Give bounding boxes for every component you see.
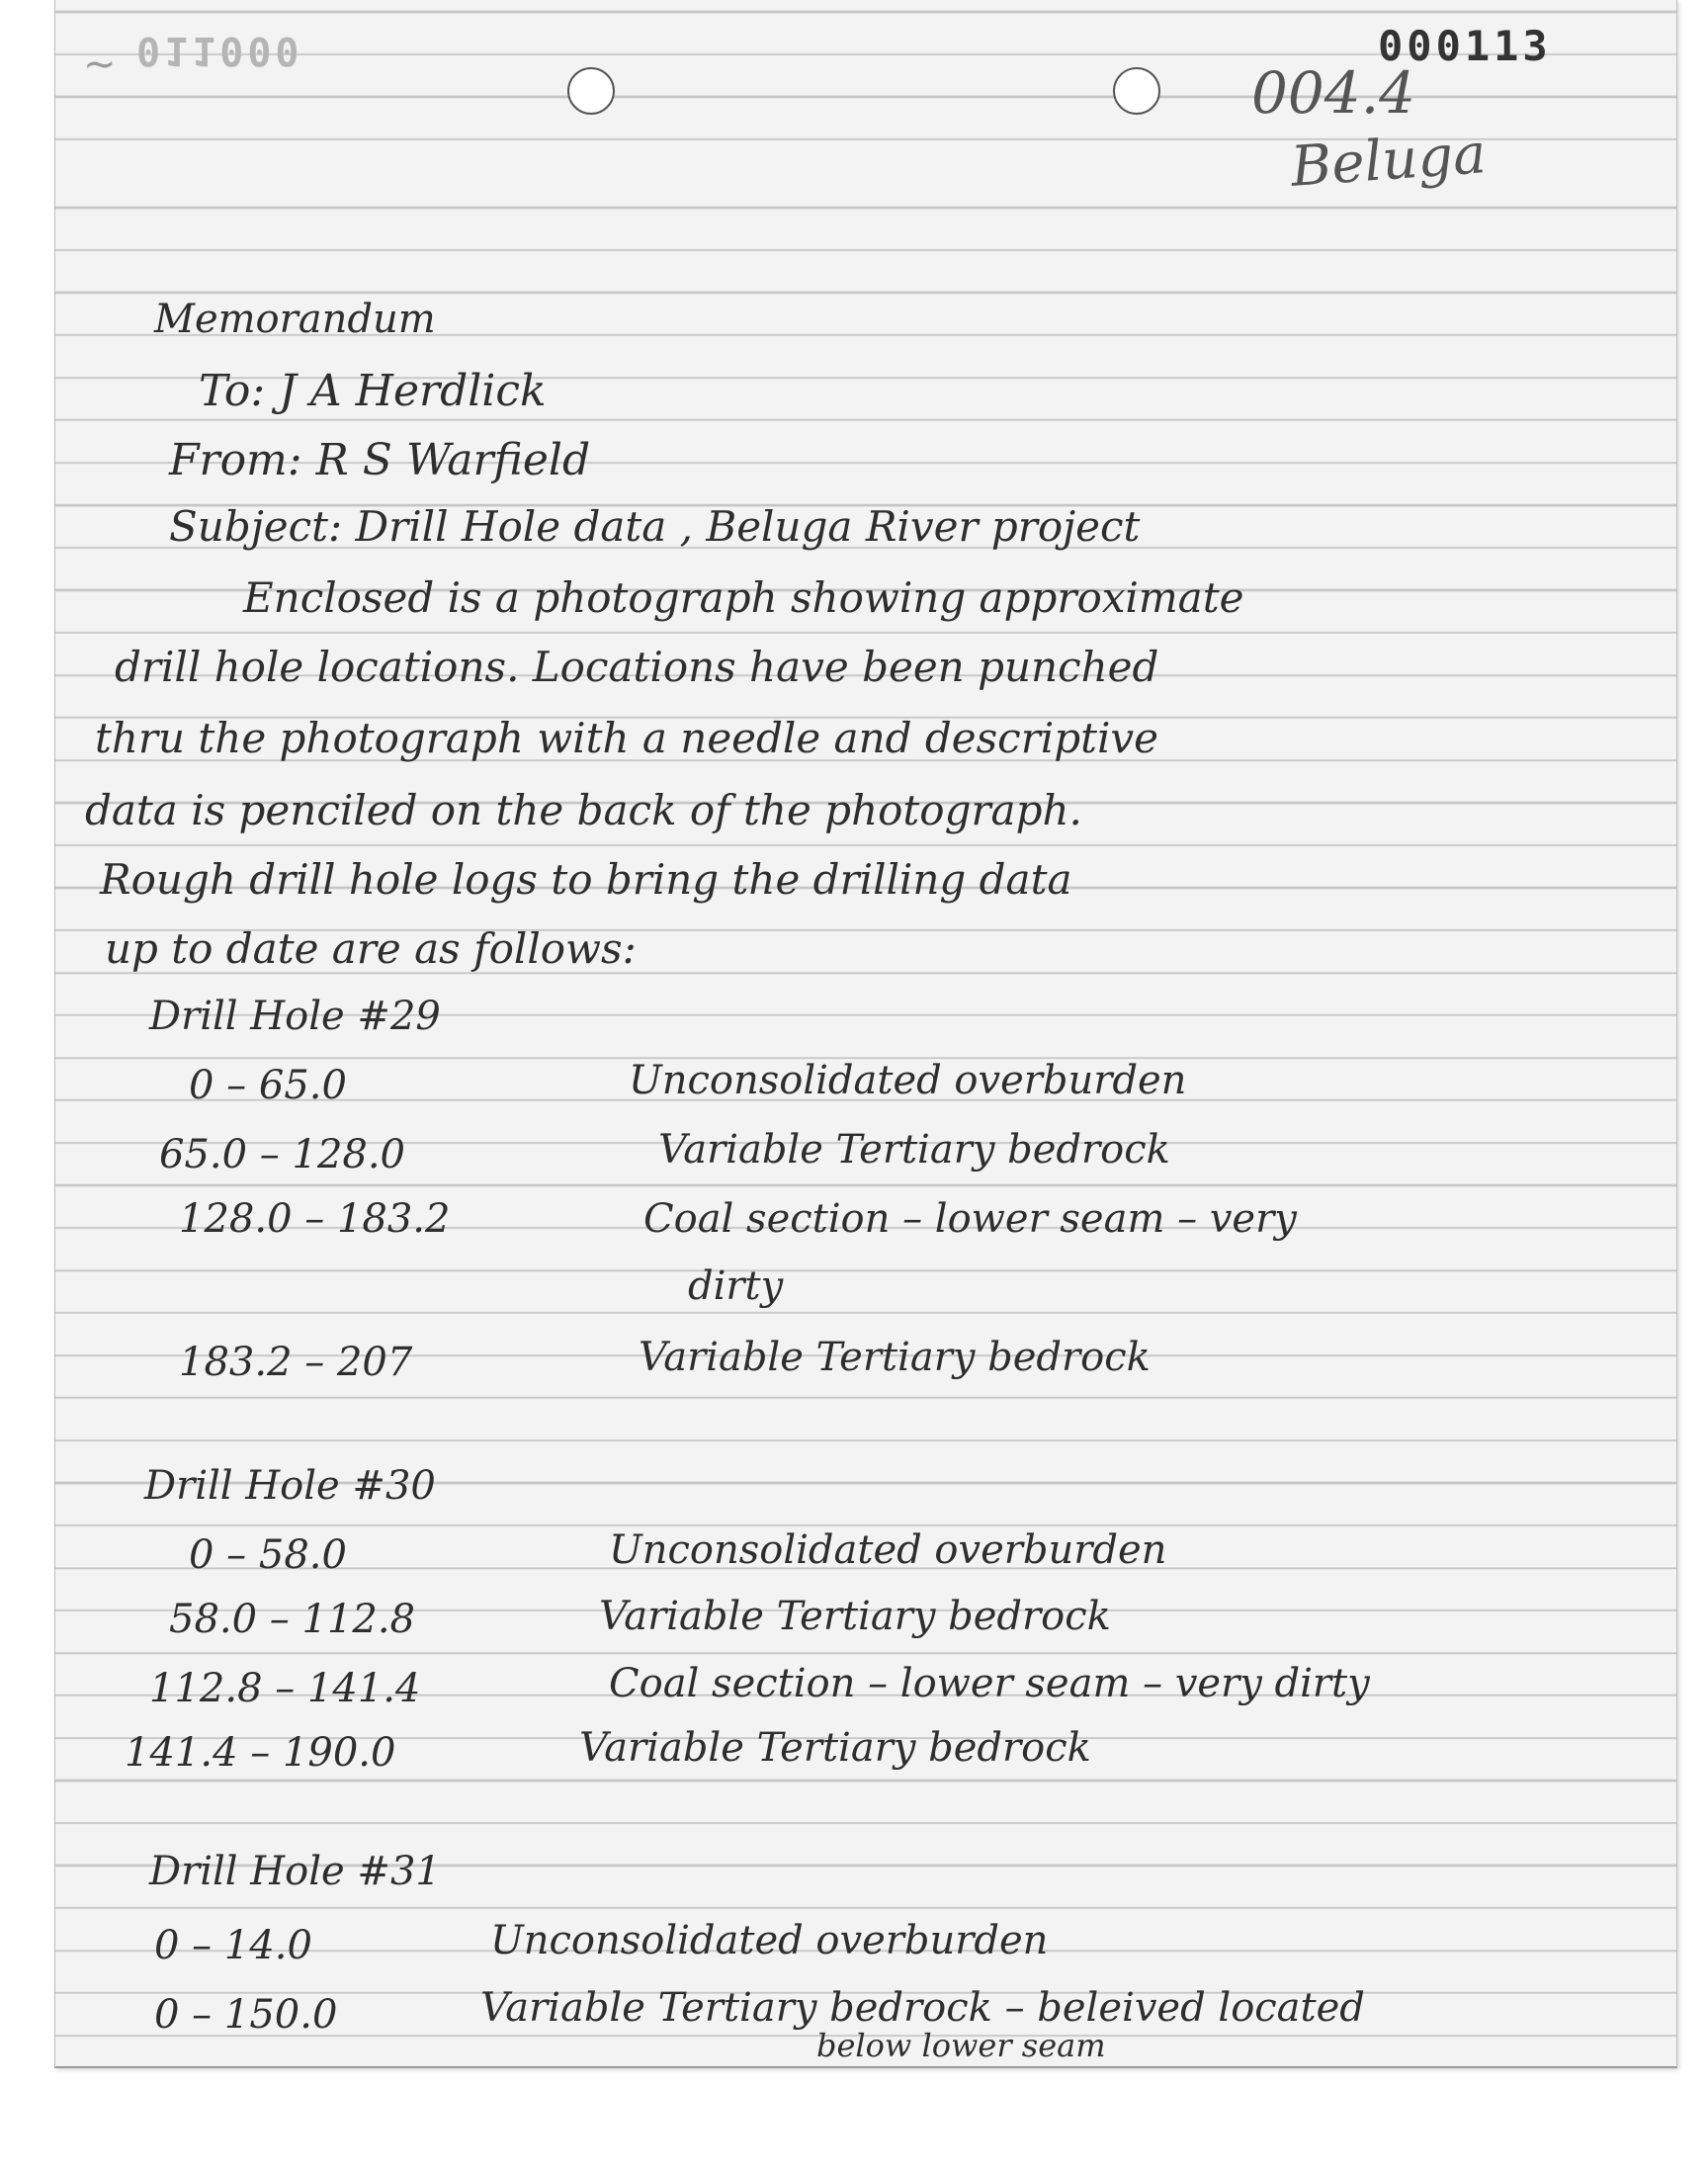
memo-body-line-1: Enclosed is a photograph showing approximate [243, 573, 1244, 622]
drill-hole-29-depth-2: 65.0 – 128.0 [159, 1132, 406, 1177]
memo-body-line-3: thru the photograph with a needle and descriptive [95, 714, 1158, 762]
corner-file-label: Beluga [1288, 122, 1489, 200]
drill-hole-30-desc-2: Variable Tertiary bedrock [599, 1594, 1111, 1639]
drill-hole-30-desc-1: Unconsolidated overburden [609, 1527, 1167, 1573]
drill-hole-30-title: Drill Hole #30 [144, 1463, 436, 1509]
drill-hole-31-depth-1: 0 – 14.0 [154, 1923, 312, 1968]
memo-body-line-2: drill hole locations. Locations have been punched [115, 643, 1159, 691]
drill-hole-29-desc-1: Unconsolidated overburden [629, 1058, 1187, 1103]
drill-hole-31-note: below lower seam [816, 2027, 1106, 2064]
memo-from: From: R S Warfield [169, 435, 591, 485]
drill-hole-30-desc-3: Coal section – lower seam – very dirty [609, 1661, 1370, 1706]
drill-hole-29-desc-3: Coal section – lower seam – very [643, 1196, 1297, 1242]
memo-body-line-4: data is penciled on the back of the photograph. [85, 786, 1082, 834]
memo-to: To: J A Herdlick [199, 366, 547, 416]
page-stamp-number: 000113 [1378, 22, 1552, 70]
pencil-dash: ~ [83, 42, 117, 87]
drill-hole-29-desc-3-cont: dirty [688, 1263, 784, 1309]
memo-body-line-5: Rough drill hole logs to bring the drilling data [100, 855, 1072, 904]
drill-hole-30-depth-2: 58.0 – 112.8 [169, 1597, 416, 1642]
notebook-page [54, 0, 1677, 2068]
faded-stamp-number: 011000 [136, 28, 303, 73]
punch-hole-left [567, 67, 615, 115]
drill-hole-29-depth-1: 0 – 65.0 [189, 1063, 347, 1108]
drill-hole-31-depth-2: 0 – 150.0 [154, 1992, 338, 2038]
drill-hole-31-desc-2: Variable Tertiary bedrock – beleived located [480, 1985, 1365, 2031]
drill-hole-31-desc-1: Unconsolidated overburden [490, 1918, 1049, 1963]
drill-hole-30-desc-4: Variable Tertiary bedrock [579, 1725, 1091, 1771]
drill-hole-30-depth-4: 141.4 – 190.0 [125, 1730, 396, 1776]
drill-hole-30-depth-3: 112.8 – 141.4 [149, 1666, 421, 1711]
drill-hole-30-depth-1: 0 – 58.0 [189, 1532, 347, 1578]
drill-hole-31-title: Drill Hole #31 [149, 1849, 441, 1894]
memo-subject: Subject: Drill Hole data , Beluga River project [169, 502, 1141, 551]
drill-hole-29-title: Drill Hole #29 [149, 994, 441, 1039]
drill-hole-29-desc-2: Variable Tertiary bedrock [658, 1127, 1170, 1173]
drill-hole-29-depth-3: 128.0 – 183.2 [179, 1196, 451, 1242]
memo-body-line-6: up to date are as follows: [105, 924, 637, 973]
drill-hole-29-desc-4: Variable Tertiary bedrock [639, 1335, 1151, 1380]
memo-heading: Memorandum [154, 297, 436, 342]
punch-hole-right [1113, 67, 1160, 115]
drill-hole-29-depth-4: 183.2 – 207 [179, 1340, 413, 1385]
corner-file-code: 004.4 [1251, 59, 1416, 127]
